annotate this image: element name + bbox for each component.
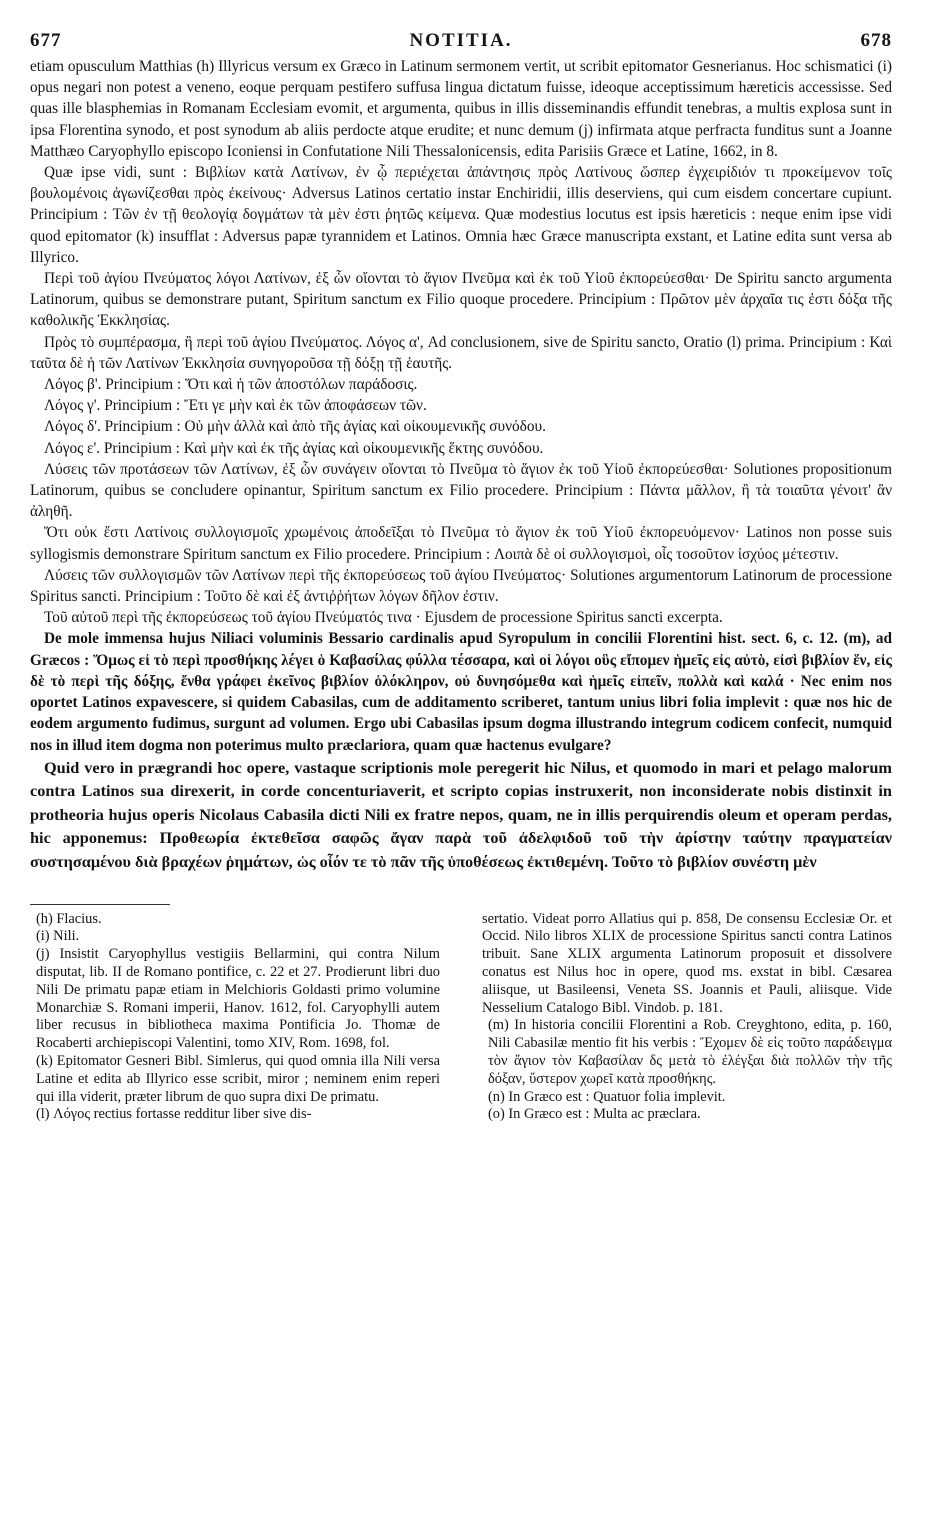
paragraph: Λόγος ε'. Principium : Καὶ μὴν καὶ ἐκ τῆς ἁγίας καὶ οἰκουμενικῆς ἕκτης συνόδου. xyxy=(44,439,544,457)
footnote-rule xyxy=(30,904,170,905)
footnote: (l) Λόγος rectius fortasse redditur liber sive dis- xyxy=(36,1106,312,1123)
footnote: (k) Epitomator Gesneri Bibl. Simlerus, qui quod omnia illa Nili versa Latine et edita ab Illyrico esse scribit, miror ; neminem enim reperi qui illa viderit, præter librum de quo supra dixi De primatu. xyxy=(36,1053,440,1105)
footnote: (m) In historia concilii Florentini a Rob. Creyghtono, edita, p. 160, Nili Cabasilæ mentio fit his verbis : Ἔχομεν δὲ εἰς τοῦτο παράδειγμα τὸν ἅγιον τὸν Καβασίλαν δς μετὰ τὸ ἐλέγξαι διὰ πολλῶν τὴν τῆς δόξαν, ὕστερον χωρεῖ κατὰ προσθήκης. xyxy=(488,1017,892,1087)
footnote: sertatio. Videat porro Allatius qui p. 858, De consensu Ecclesiæ Or. et Occid. Nilo libros XLIX de processione Spiritus sancti contra Latinos tribuit. Sane XLIX argumenta Latinorum proposuit et dissolvere conatus est Nilus hoc in opere, quod ms. exstat in bibl. Cæsarea aliisque, ut Basileensi, Veneta SS. Joannis et Pauli, aliisque. Vide Nesselium Catalogo Bibl. Vindob. p. 181. xyxy=(482,910,892,1016)
paragraph: Λύσεις τῶν συλλογισμῶν τῶν Λατίνων περὶ τῆς ἐκπορεύσεως τοῦ ἁγίου Πνεύματος· Solutiones argumentorum Latinorum de processione Spiritus sancti. Principium : Τοῦτο δὲ καὶ ἐξ ἀντιῤῥήτων λόγων δῆλον ἐστιν. xyxy=(30,566,892,606)
paragraph: Λόγος β'. Principium : Ὅτι καὶ ἡ τῶν ἀποστόλων παράδοσις. xyxy=(44,376,418,394)
footnote: (i) Nili. xyxy=(36,928,80,945)
paragraph: Quid vero in prægrandi hoc opere, vastaque scriptionis mole peregerit hic Nilus, et quomodo in mari et pelago malorum contra Latinos sua direxerit, in corde concenturiaverit, et scripto copias instruxerit, non inconsiderate nobis distinxit in protheoria hujus operis Nicolaus Cabasila dicti Nili ex fratre nepos, quam, ne in illis perquirendis oleum et operam perdas, hic apponemus: Προθεωρία ἐκτεθεῖσα σαφῶς ἄγαν παρὰ τοῦ ἀδελφιδοῦ τοῦ τὴν ἀρίστην ταύτην πραγματείαν συστησαμένου διὰ βραχέων ῥημάτων, ὡς οἷόν τε τὸ πᾶν τῆς ὑποθέσεως ἐκτιθεμένη. Τοῦτο τὸ βιβλίον συνέστη μὲν xyxy=(30,757,892,872)
paragraph: Λύσεις τῶν προτάσεων τῶν Λατίνων, ἐξ ὧν συνάγειν οἴονται τὸ Πνεῦμα τὸ ἅγιον ἐκ τοῦ Υἱοῦ ἐκπορεύεσθαι· Solutiones propositionum Latinorum, quibus se concludere opinantur, Spiritum sanctum ex Filio procedere. Principium : Πάντα μᾶλλον, ἢ τὰ τοιαῦτα γένοιτ' ἂν ἀληθῆ. xyxy=(30,460,892,521)
paragraph: De mole immensa hujus Niliaci voluminis Bessario cardinalis apud Syropulum in concilii Florentini hist. sect. 6, c. 12. (m), ad Græcos : Ὅμως εἰ τὸ περὶ προσθήκης λέγει ὁ Καβασίλας φύλλα τέσσαρα, καὶ οἱ λόγοι οὓς εἴπομεν ἡμεῖς εἰς αὐτὸ, εἰσὶ βιβλίον ἕν, εἰς δὲ τὸ περὶ τῆς δόξης, ἔνθα γράφει ἐκεῖνος βιβλίον ὁλόκληρον, οὐ δυνησόμεθα καὶ ἡμεῖς εἰπεῖν, πολλὰ καὶ καλά · Nec enim nos oportet Latinos expavescere, si quidem Cabasilas, cum de additamento scriberet, tantum unius libri folia implevit : quæ nos hic de eodem argumento fudimus, surgunt ad volumen. Ergo ubi Cabasilas ipsum dogma illustrando integrum codicem confecit, numquid nos in illud item dogma non poterimus multo præclariora, quam quæ hactenus evulgare? xyxy=(30,630,892,754)
footnotes-left-column xyxy=(30,911,440,1125)
footnote: (n) In Græco est : Quatuor folia implevit. xyxy=(488,1088,726,1105)
main-text xyxy=(30,56,892,874)
page-header xyxy=(30,30,892,56)
right-page-number: 678 xyxy=(860,30,892,51)
paragraph: etiam opusculum Matthias (h) Illyricus versum ex Græco in Latinum sermonem vertit, ut scribit epitomator Gesnerianus. Hoc schismatici (i) opus negari non potest a veneno, eoque perquam pestifero suffusa lingua dictatum fuisse, ideoque acceptissimum hæreticis accessisse. Sed quas ille blasphemias in Romanam Ecclesiam evomit, et argumenta, quibus in illis disseminandis effundit tenebras, a multis explosa sunt in ipsa Florentina synodo, et post synodum ab aliis perdocte atque erudite; et nunc demum (j) infirmata atque perfracta funditus sunt a Joanne Matthæo Caryophyllo episcopo Iconiensi in Confutatione Nili Thessalonicensis, edita Parisiis Græce et Latine, 1662, in 8. xyxy=(30,58,892,160)
footnotes-right-column xyxy=(482,911,892,1125)
paragraph: Πρὸς τὸ συμπέρασμα, ἢ περὶ τοῦ ἁγίου Πνεύματος. Λόγος α', Ad conclusionem, sive de Spiritu sancto, Oratio (l) prima. Principium : Καὶ ταῦτα δὲ ἡ τῶν Λατίνων Ἐκκλησία συνηγοροῦσα τῇ δόξῃ τῇ ἑαυτῆς. xyxy=(30,333,892,372)
footnote: (h) Flacius. xyxy=(36,910,102,927)
paragraph: Τοῦ αὐτοῦ περὶ τῆς ἐκπορεύσεως τοῦ ἁγίου Πνεύματός τινα · Ejusdem de processione Spiritus sancti excerpta. xyxy=(44,609,723,627)
footnote: (o) In Græco est : Multa ac præclara. xyxy=(488,1106,701,1123)
left-page-number: 677 xyxy=(30,30,62,51)
paragraph: Ὅτι οὐκ ἔστι Λατίνοις συλλογισμοῖς χρωμένοις ἀποδεῖξαι τὸ Πνεῦμα τὸ ἅγιον ἐκ τοῦ Υἱοῦ ἐκπορευόμενον· Latinos non posse suis syllogismis demonstrare Spiritum sanctum ex Filio procedere. Principium : Λοιπὰ δὲ οἱ συλλογισμοὶ, οἷς τοσοῦτον ἰσχύος μέτεστιν. xyxy=(30,524,892,563)
paragraph: Λόγος γ'. Principium : Ἔτι γε μὴν καὶ ἐκ τῶν ἀποφάσεων τῶν. xyxy=(44,397,427,415)
paragraph: Λόγος δ'. Principium : Οὐ μὴν ἀλλὰ καὶ ἀπὸ τῆς ἁγίας καὶ οἰκουμενικῆς συνόδου. xyxy=(44,418,546,436)
running-title: NOTITIA. xyxy=(409,30,513,51)
paragraph: Περὶ τοῦ ἁγίου Πνεύματος λόγοι Λατίνων, ἐξ ὧν οἴονται τὸ ἅγιον Πνεῦμα καὶ ἐκ τοῦ Υἱοῦ ἐκπορεύεσθαι· De Spiritu sancto argumenta Latinorum, quibus se demonstrare putant, Spiritum sanctum ex Filio quoque procedere. Principium : Πρῶτον μὲν ἀρχαῖα τις ἐστι δόξα τῆς καθολικῆς Ἐκκλησίας. xyxy=(30,270,892,330)
footnote: (j) Insistit Caryophyllus vestigiis Bellarmini, qui contra Nilum disputat, lib. II de Romano pontifice, c. 22 et 27. Prodierunt libri duo Nili De primatu papæ etiam in Melchioris Goldasti primo volumine Monarchiæ S. Romani imperii, Hanov. 1612, fol. Caryophylli autem liber recusus in bibliotheca maxima Pontificia Jo. Thomæ de Rocaberti archiepiscopi Valentini, tomo XIV, Rom. 1698, fol. xyxy=(36,946,440,1052)
page xyxy=(30,30,892,1124)
footnotes xyxy=(30,911,892,1125)
paragraph: Quæ ipse vidi, sunt : Βιβλίων κατὰ Λατίνων, ἐν ᾧ περιέχεται ἀπάντησις πρὸς Λατίνους ὥσπερ ἐγχειρίδιόν τι προκείμενον τοῖς βουλομένοις ἀγωνίζεσθαι πρὸς ἐκείνους· Adversus Latinos certatio instar Enchiridii, illis deserviens, qui cum eisdem concertare cupiunt. Principium : Τῶν ἐν τῇ θεολογίᾳ δογμάτων τὰ μὲν ἐστι ῥητῶς κείμενα. Quæ modestius locutus est ipsis hæreticis : neque enim ipse vidi quod epitomator (k) insufflat : Adversus papæ tyrannidem et Latinos. Omnia hæc Græce manuscripta exstant, et Latine edita sunt versa ab Illyrico. xyxy=(30,164,892,266)
